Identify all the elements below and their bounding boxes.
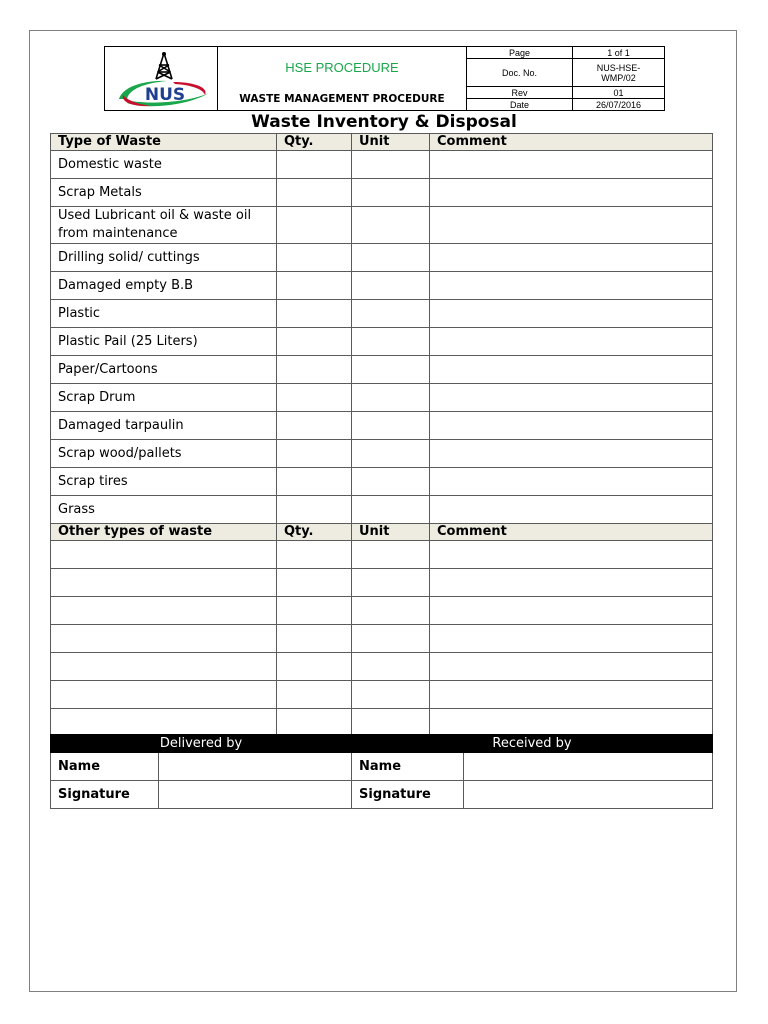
delivered-signature-label: Signature [51,781,159,809]
unit-cell[interactable] [352,681,430,709]
blank-row [51,681,713,709]
waste-type-cell: Grass [51,496,277,524]
waste-type-cell: Scrap Drum [51,384,277,412]
comment-cell[interactable] [430,384,713,412]
meta-value-page: 1 of 1 [573,47,665,59]
table-row [51,412,713,440]
comment-cell[interactable] [430,244,713,272]
comment-cell[interactable] [430,356,713,384]
comment-cell[interactable] [430,709,713,737]
blank-row [51,625,713,653]
qty-cell[interactable] [277,653,352,681]
comment-cell[interactable] [430,207,713,244]
comment-cell[interactable] [430,412,713,440]
waste-type-cell: Damaged tarpaulin [51,412,277,440]
unit-cell[interactable] [352,653,430,681]
unit-cell[interactable] [352,356,430,384]
column-header-type: Type of Waste [51,134,277,151]
unit-cell[interactable] [352,384,430,412]
doc-no-line-1: NUS-HSE- [596,62,641,73]
qty-cell[interactable] [277,709,352,737]
qty-cell[interactable] [277,272,352,300]
signoff-table [50,734,713,809]
qty-cell[interactable] [277,468,352,496]
comment-cell[interactable] [430,440,713,468]
column-header-other-type: Other types of waste [51,524,277,541]
doc-no-line-2: WMP/02 [601,72,636,83]
nus-logo-icon [105,47,217,110]
comment-cell[interactable] [430,328,713,356]
blank-row [51,597,713,625]
blank-row [51,709,713,737]
comment-cell[interactable] [430,468,713,496]
qty-cell[interactable] [277,440,352,468]
blank-row [51,653,713,681]
other-type-cell[interactable] [51,681,277,709]
waste-inventory-table [50,133,713,737]
waste-type-line-1: Used Lubricant oil & waste oil [58,208,252,223]
waste-type-cell: Plastic [51,300,277,328]
name-row [51,753,713,781]
column-header-qty: Qty. [277,524,352,541]
unit-cell[interactable] [352,328,430,356]
page-title: Waste Inventory & Disposal [251,112,517,132]
unit-cell[interactable] [352,412,430,440]
comment-cell[interactable] [430,541,713,569]
other-type-cell[interactable] [51,625,277,653]
qty-cell[interactable] [277,300,352,328]
unit-cell[interactable] [352,300,430,328]
procedure-name: WASTE MANAGEMENT PROCEDURE [239,93,445,105]
table-row [51,300,713,328]
comment-cell[interactable] [430,272,713,300]
column-header-unit: Unit [352,134,430,151]
comment-cell[interactable] [430,569,713,597]
comment-cell[interactable] [430,300,713,328]
comment-cell[interactable] [430,653,713,681]
table-row [51,468,713,496]
table-header-row [51,134,713,151]
unit-cell[interactable] [352,597,430,625]
comment-cell[interactable] [430,496,713,524]
table-row [51,440,713,468]
other-type-cell[interactable] [51,569,277,597]
unit-cell[interactable] [352,440,430,468]
delivered-by-heading: Delivered by [51,735,352,753]
waste-type-cell: Damaged empty B.B [51,272,277,300]
table-row [51,272,713,300]
meta-label-page: Page [467,47,573,59]
procedure-type: HSE PROCEDURE [285,59,399,75]
document-header [104,46,665,111]
unit-cell[interactable] [352,272,430,300]
comment-cell[interactable] [430,597,713,625]
qty-cell[interactable] [277,541,352,569]
received-signature-field[interactable] [464,781,713,809]
meta-value-date: 26/07/2016 [573,99,665,111]
unit-cell[interactable] [352,207,430,244]
comment-cell[interactable] [430,151,713,179]
waste-type-cell: Scrap wood/pallets [51,440,277,468]
delivered-name-field[interactable] [159,753,352,781]
waste-type-cell: Plastic Pail (25 Liters) [51,328,277,356]
received-name-field[interactable] [464,753,713,781]
table-row [51,328,713,356]
other-type-cell[interactable] [51,541,277,569]
qty-cell[interactable] [277,496,352,524]
table-row [51,356,713,384]
blank-row [51,541,713,569]
waste-type-cell: Scrap tires [51,468,277,496]
received-name-label: Name [352,753,464,781]
blank-row [51,569,713,597]
column-header-comment: Comment [430,524,713,541]
column-header-comment: Comment [430,134,713,151]
waste-type-cell: Domestic waste [51,151,277,179]
received-signature-label: Signature [352,781,464,809]
meta-label-doc-no: Doc. No. [467,59,573,87]
waste-type-cell [51,207,277,244]
delivered-signature-field[interactable] [159,781,352,809]
table-row [51,244,713,272]
unit-cell[interactable] [352,179,430,207]
logo-wordmark: NUS [144,85,186,105]
waste-type-cell: Drilling solid/ cuttings [51,244,277,272]
unit-cell[interactable] [352,709,430,737]
signature-row [51,781,713,809]
qty-cell[interactable] [277,328,352,356]
qty-cell[interactable] [277,151,352,179]
qty-cell[interactable] [277,207,352,244]
unit-cell[interactable] [352,151,430,179]
qty-cell[interactable] [277,412,352,440]
comment-cell[interactable] [430,625,713,653]
unit-cell[interactable] [352,468,430,496]
meta-label-date: Date [467,99,573,111]
other-type-cell[interactable] [51,597,277,625]
signoff-band [51,735,713,753]
column-header-unit: Unit [352,524,430,541]
received-by-heading: Received by [352,735,713,753]
unit-cell[interactable] [352,496,430,524]
unit-cell[interactable] [352,541,430,569]
table-row [51,151,713,179]
other-type-cell[interactable] [51,709,277,737]
waste-type-cell: Paper/Cartoons [51,356,277,384]
meta-value-doc-no [573,59,665,87]
company-logo [104,46,218,111]
unit-cell[interactable] [352,244,430,272]
qty-cell[interactable] [277,597,352,625]
procedure-title-cell [217,46,467,111]
other-waste-header-row [51,524,713,541]
column-header-qty: Qty. [277,134,352,151]
comment-cell[interactable] [430,681,713,709]
unit-cell[interactable] [352,569,430,597]
delivered-name-label: Name [51,753,159,781]
waste-type-cell: Scrap Metals [51,179,277,207]
table-row [51,207,713,244]
table-row [51,179,713,207]
qty-cell[interactable] [277,356,352,384]
table-row [51,496,713,524]
qty-cell[interactable] [277,569,352,597]
other-type-cell[interactable] [51,653,277,681]
meta-value-rev: 01 [573,87,665,99]
qty-cell[interactable] [277,244,352,272]
qty-cell[interactable] [277,384,352,412]
meta-label-rev: Rev [467,87,573,99]
table-row [51,384,713,412]
comment-cell[interactable] [430,179,713,207]
unit-cell[interactable] [352,625,430,653]
waste-type-line-2: from maintenance [58,226,178,241]
document-control-table [466,46,665,111]
qty-cell[interactable] [277,681,352,709]
qty-cell[interactable] [277,625,352,653]
qty-cell[interactable] [277,179,352,207]
